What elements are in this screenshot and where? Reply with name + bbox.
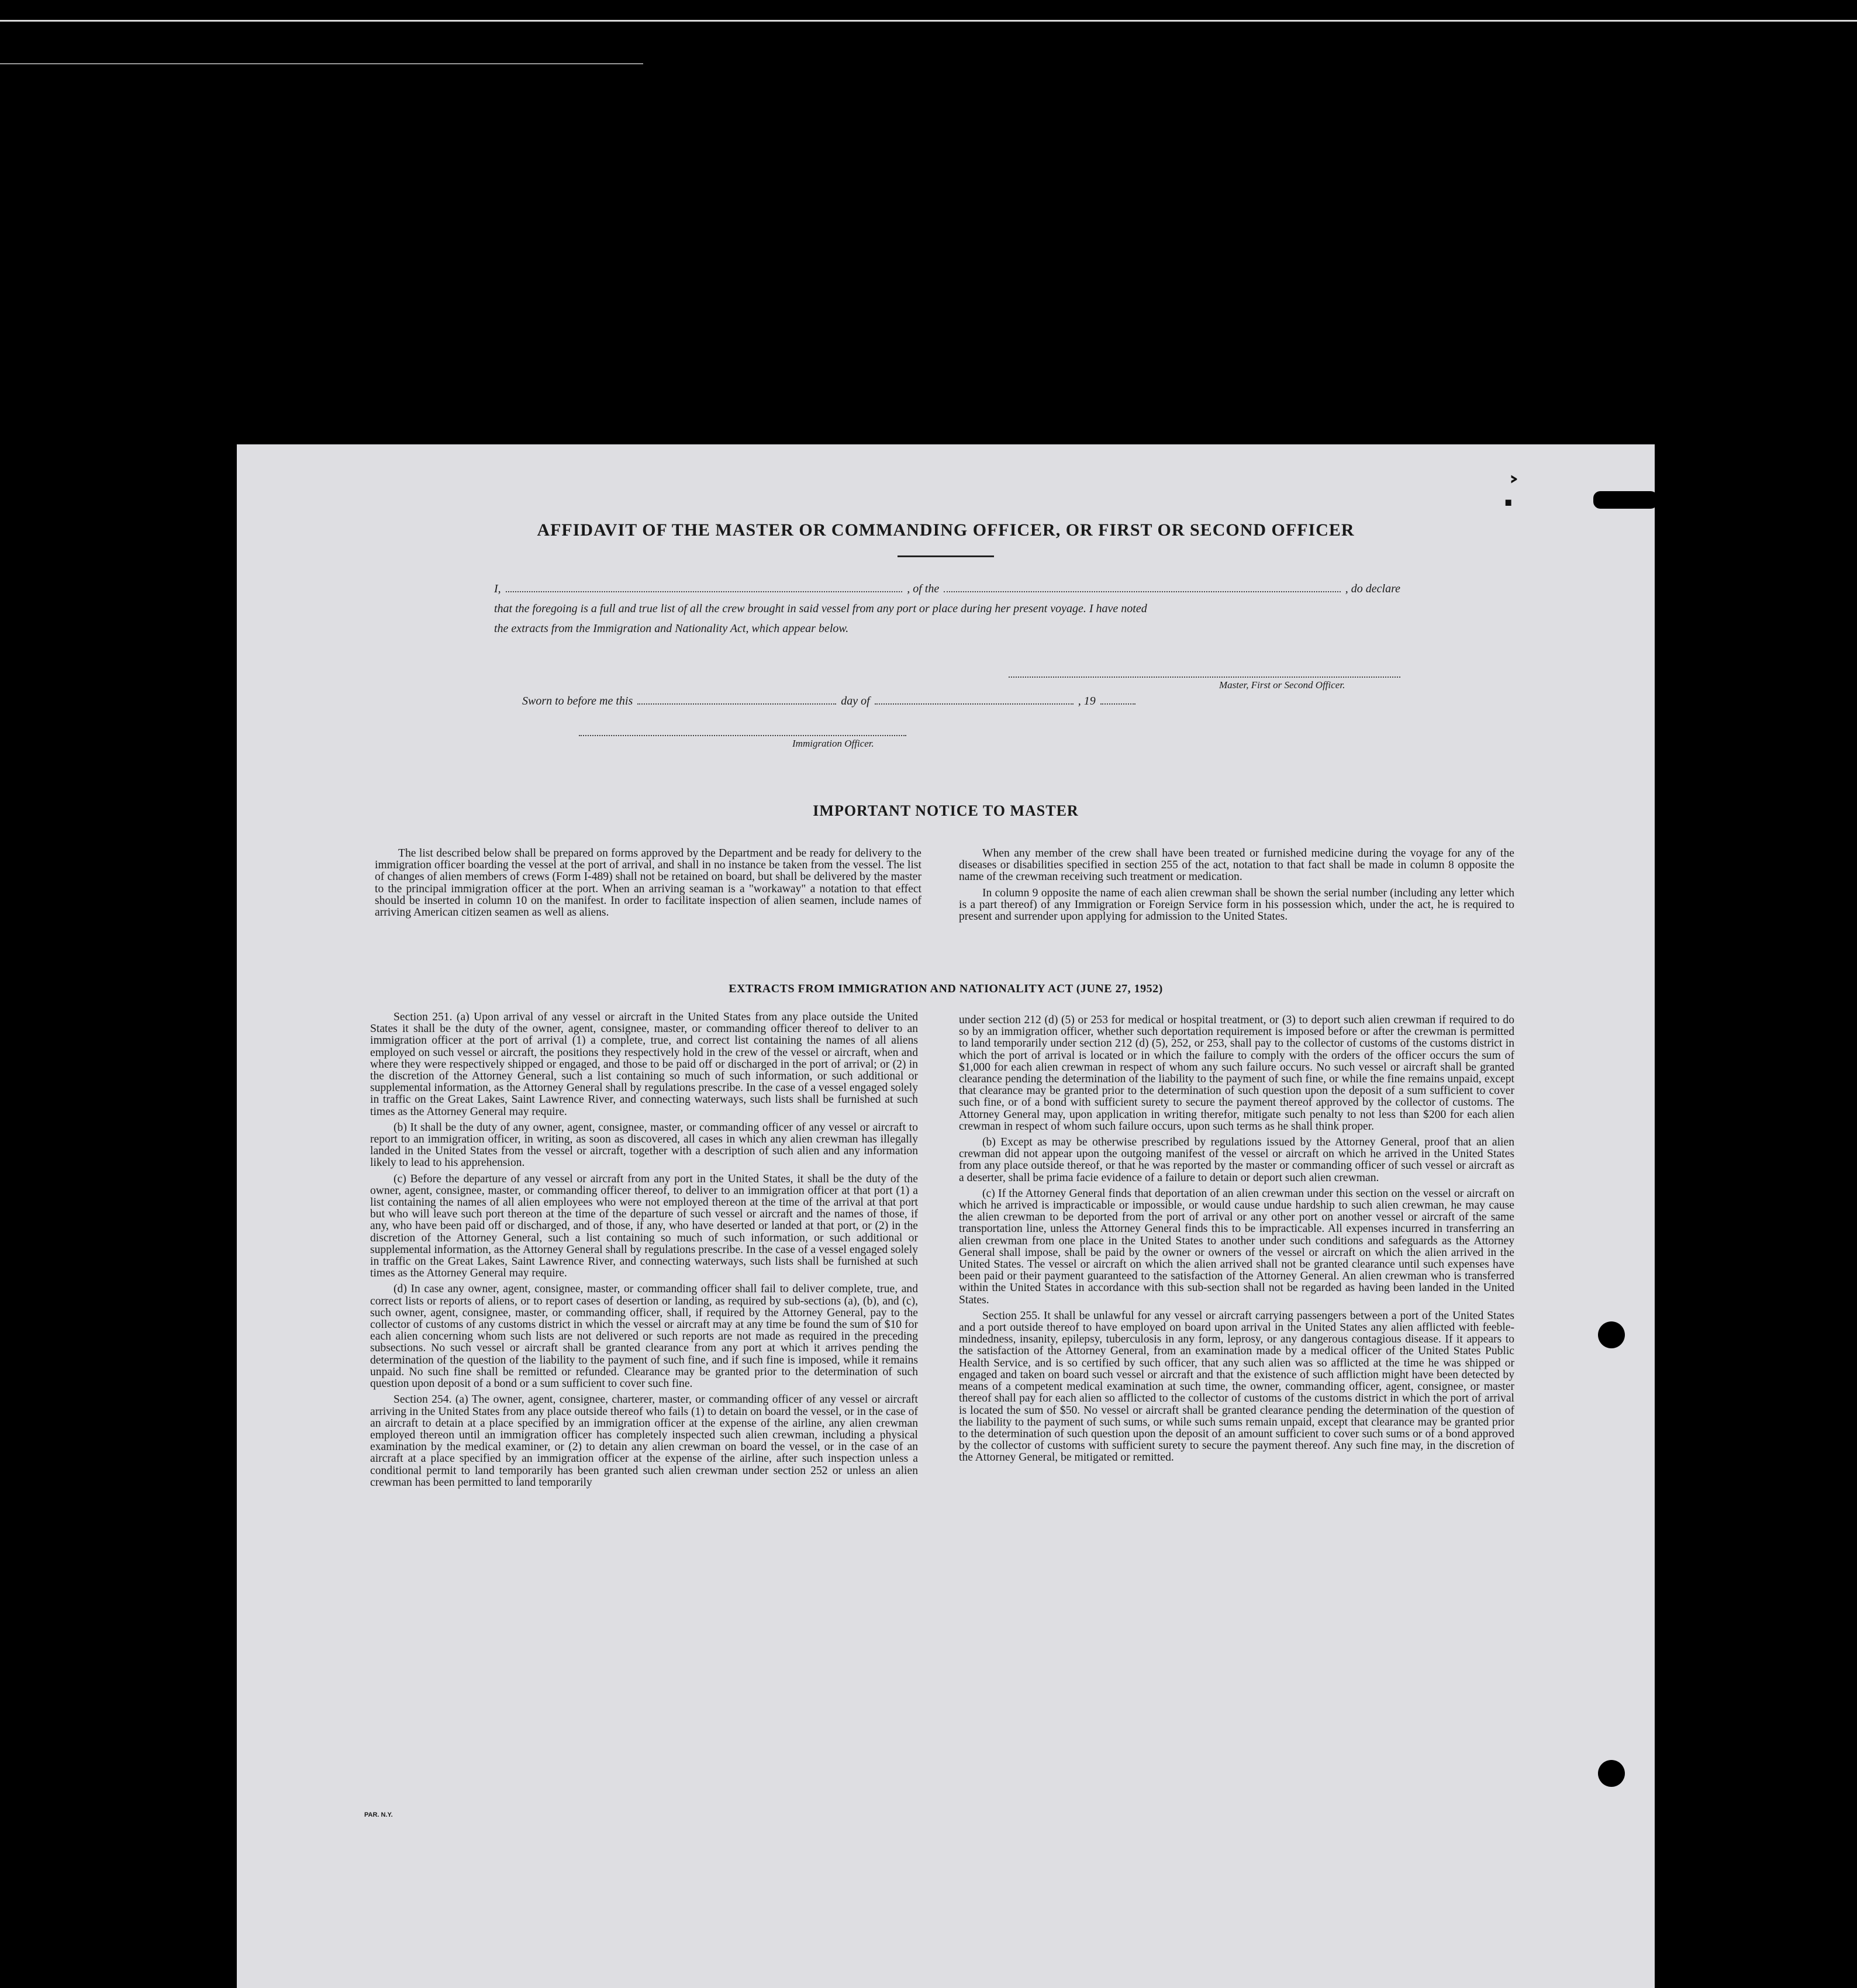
title-rule	[898, 555, 994, 557]
master-signature-line	[1009, 677, 1400, 678]
master-caption: Master, First or Second Officer.	[1219, 679, 1345, 691]
officer-signature-line	[579, 735, 906, 736]
section-251-d: (d) In case any owner, agent, consignee, master, or commanding officer shall fail to deliver complete, true, and correct lists or reports of aliens, or to report cases of desertion or landing, as required by sub-sections (a), (b), and (c), such owner, agent, consignee, master, or commanding officer, shall, if required by the Attorney General, pay to the collector of customs of any customs district in which the vessel or aircraft may at any time be found the sum of $10 for each alien concerning whom such lists are not delivered or such reports are not made as required in the preceding subsections. No such vessel or aircraft shall be granted clearance from any port at which it arrives pending the determination of the question of the liability to the payment of such fine, and if such fine is imposed, while it remains unpaid. No such fine shall be remitted or refunded. Clearance may be granted prior to the determination of such question upon deposit of a bond or a sum sufficient to cover such fine.	[370, 1283, 918, 1390]
section-251-c: (c) Before the departure of any vessel or aircraft from any port in the United States, it shall be the duty of the owner, agent, consignee, master, or commanding officer thereof, to deliver to an immigration officer at that port (1) a list containing the names of all alien employees who were not employed thereon at the time of the arrival at that port but who will leave such port thereon at the time of the departure of such vessel or aircraft and the names of those, if any, who have been paid off or discharged, and of those, if any, who have deserted or landed at that port, or (2) in the discretion of the Attorney General, such a list containing so much of such information, or such additional or supplemental information, as the Attorney General shall by regulations prescribe. In the case of a vessel engaged solely in traffic on the Great Lakes, Saint Lawrence River, and connecting waterways, such lists shall be furnished at such times as the Attorney General may require.	[370, 1172, 918, 1280]
notice-left-column	[375, 848, 921, 923]
sworn-year-blank	[1100, 693, 1135, 705]
section-254-a: Section 254. (a) The owner, agent, consignee, charterer, master, or commanding officer of any vessel or aircraft arriving in the United States from any place outside thereof who fails (1) to detain on board the vessel, or in the case of an aircraft to detain at a place specified by an immigration officer at the expense of the airline, any alien crewman employed thereon until an immigration officer has completely inspected such alien crewman, including a physical examination by the medical examiner, or (2) to detain any alien crewman on board the vessel, or in the case of an aircraft at a place specified by an immigration officer at the expense of the airline, after such inspection unless a conditional permit to land temporarily has been granted such alien crewman under section 252 or unless an alien crewman has been permitted to land temporarily	[370, 1393, 918, 1489]
sworn-prefix: Sworn to before me this	[522, 695, 633, 707]
section-251-a: Section 251. (a) Upon arrival of any vessel or aircraft in the United States from any place outside the United States it shall be the duty of the owner, agent, consignee, master, or commanding officer thereof to deliver to an immigration officer at the port of arrival (1) a complete, true, and correct list containing the names of all aliens employed on such vessel or aircraft, the positions they respectively hold in the crew of the vessel or aircraft, when and where they were respectively shipped or engaged, and those to be paid off or discharged in the port of arrival; or (2) in the discretion of the Attorney General, such a list containing so much of such information, or such additional or supplemental information, as the Attorney General shall by regulations prescribe. In the case of a vessel engaged solely in traffic on the Great Lakes, Saint Lawrence River, and connecting waterways, such lists shall be furnished at such times as the Attorney General may require.	[370, 1011, 918, 1118]
sworn-date-blank	[637, 693, 836, 705]
extracts-right-column	[959, 1014, 1514, 1468]
declaration-prefix: I,	[494, 582, 501, 595]
declaration-suffix: , do declare	[1345, 582, 1400, 595]
section-254-a-continued: under section 212 (d) (5) or 253 for medical or hospital treatment, or (3) to deport such alien crewman if required to do so by an immigration officer, whether such deportation requirement is imposed before or after the crewman is permitted to land temporarily under section 212 (d) (5), 252, or 253, shall pay to the collector of customs of the customs district in which the port of arrival is located or in which the failure to comply with the orders of the officer occurs the sum of $1,000 for each alien crewman in respect of whom any such failure occurs. No such vessel or aircraft shall be granted clearance pending the determination of the liability to the payment of such fine, or while the fine remains unpaid, except that clearance may be granted prior to the determination of such question upon the deposit of a sum sufficient to cover such fine, or of a bond with sufficient surety to secure the payment thereof approved by the collector of customs. The Attorney General may, upon application in writing therefor, mitigate such penalty to not less than $200 for each alien crewman in respect of whom such failure occurs, upon such terms as he shall think proper.	[959, 1014, 1514, 1133]
sworn-line	[522, 693, 1165, 708]
vessel-blank	[944, 581, 1341, 592]
manifest-back-page	[237, 444, 1655, 1988]
notice-left-paragraph: The list described below shall be prepared on forms approved by the Department and be ready for delivery to the immigration officer boarding the vessel at the port of arrival, and shall in no instance be taken from the vessel. The list of changes of alien members of crews (Form I-489) shall not be retained on board, but shall be delivered by the master to the principal immigration officer at the port. When an arriving seaman is a "workaway" a notation to that effect should be inserted in column 10 on the manifest. In order to facilitate inspection of alien seamen, include names of arriving American citizen seamen as well as aliens.	[375, 847, 921, 919]
sworn-day: day of	[841, 695, 870, 707]
scan-second-line	[0, 63, 643, 64]
notice-title: IMPORTANT NOTICE TO MASTER	[813, 802, 1079, 819]
section-254-c: (c) If the Attorney General finds that deportation of an alien crewman under this section on the vessel or aircraft on which he arrived is impracticable or impossible, or would cause undue hardship to such alien crewman, he may cause the alien crewman to be deported from the port of arrival or any other port on another vessel or aircraft of the same transportation line, unless the Attorney General finds this to be impracticable. All expenses incurred in transferring an alien crewman from one place in the United States to another under such conditions and safeguards as the Attorney General shall impose, shall be paid by the owner or owners of the vessel or aircraft on which the alien arrived in the United States. The vessel or aircraft on which the alien arrived shall not be granted clearance until such expenses have been paid or their payment guaranteed to the satisfaction of the Attorney General. An alien crewman who is transferred within the United States in accordance with this sub-section shall not be regarded as having been landed in the United States.	[959, 1187, 1514, 1306]
section-255: Section 255. It shall be unlawful for any vessel or aircraft carrying passengers between a port of the United States and a port outside thereof to have employed on board upon arrival in the United States any alien afflicted with feeble-mindedness, insanity, epilepsy, tuberculosis in any form, leprosy, or any dangerous contagious disease. If it appears to the satisfaction of the Attorney General, from an examination made by a medical officer of the United States Public Health Service, and is so certified by such officer, that any such alien was so afflicted at the time he was shipped or engaged and taken on board such vessel or aircraft and that the existence of such affliction might have been detected by means of a competent medical examination at such time, the owner, commanding officer, agent, consignee, or master thereof shall pay for each alien so afflicted to the collector of customs of the customs district in which the port of arrival is located the sum of $50. No vessel or aircraft shall be granted clearance pending the determination of the question of the liability to the payment of such sums, or while such sums remain unpaid, except that clearance may be granted prior to the determination of such question upon the deposit of an amount sufficient to cover such sums or of a bond approved by the collector of customs with sufficient surety to secure the payment thereof. Any such fine may, in the discretion of the Attorney General, be mitigated or remitted.	[959, 1309, 1514, 1464]
notice-right-column	[959, 848, 1514, 927]
section-254-b: (b) Except as may be otherwise prescribed by regulations issued by the Attorney General, proof that an alien crewman did not appear upon the outgoing manifest of the vessel or aircraft on which he arrived in the United States from any place outside thereof, or that he was reported by the master or commanding officer of such vessel or aircraft as a deserter, shall be prima facie evidence of a failure to detain or deport such alien crewman.	[959, 1136, 1514, 1184]
scan-top-line	[0, 20, 1857, 22]
section-251-b: (b) It shall be the duty of any owner, agent, consignee, master, or commanding officer of any vessel or aircraft to report to an immigration officer, in writing, as soon as discovered, all cases in which any alien crewman has illegally landed in the United States from the vessel or aircraft, together with a description of such alien and any information likely to lead to his apprehension.	[370, 1121, 918, 1169]
punch-hole-lower	[1598, 1760, 1625, 1787]
sworn-month-blank	[875, 693, 1074, 705]
printer-mark: PAR. N.Y.	[364, 1811, 393, 1818]
ink-blot	[1593, 491, 1658, 509]
affidavit-title: AFFIDAVIT OF THE MASTER OR COMMANDING OFFICER, OR FIRST OR SECOND OFFICER	[537, 520, 1355, 540]
declaration-middle: , of the	[907, 582, 940, 595]
notice-right-paragraph-2: In column 9 opposite the name of each alien crewman shall be shown the serial number (including any letter which is a part thereof) of any Immigration or Foreign Service form in his possession which, under the act, he is required to present and surrender upon applying for admission to the United States.	[959, 886, 1514, 923]
notice-right-paragraph-1: When any member of the crew shall have been treated or furnished medicine during the voyage for any of the diseases or disabilities specified in section 255 of the act, notation to that fact shall be made in column 8 opposite the name of the crewman receiving such treatment or medication.	[959, 847, 1514, 883]
sworn-year: , 19	[1078, 695, 1096, 707]
declaration-line-1	[494, 579, 1400, 599]
declaration	[494, 579, 1400, 638]
declaration-line-3: the extracts from the Immigration and Nationality Act, which appear below.	[494, 622, 849, 635]
name-blank	[506, 581, 903, 592]
extracts-left-column	[370, 1012, 918, 1493]
punch-hole-upper	[1598, 1321, 1625, 1348]
extracts-title: EXTRACTS FROM IMMIGRATION AND NATIONALITY ACT (JUNE 27, 1952)	[729, 982, 1163, 995]
officer-caption: Immigration Officer.	[792, 738, 874, 749]
declaration-line-2: that the foregoing is a full and true list of all the crew brought in said vessel from any port or place during her present voyage. I have noted	[494, 602, 1147, 615]
handwritten-mark: .͐	[1503, 468, 1514, 516]
